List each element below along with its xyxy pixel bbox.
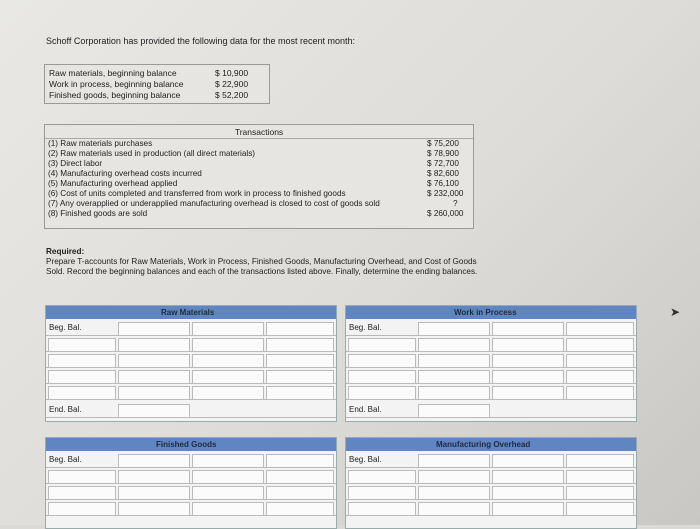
debit-label-input[interactable] (48, 386, 116, 400)
beginning-label: Finished goods, beginning balance (49, 90, 181, 100)
debit-label-input[interactable] (348, 354, 416, 368)
transactions-table (44, 124, 474, 229)
credit-amount-input[interactable] (566, 502, 634, 516)
transaction-amount: $ 78,900 (427, 149, 459, 158)
credit-amount-input[interactable] (266, 386, 334, 400)
transaction-label: (3) Direct labor (48, 159, 103, 168)
transactions-title: Transactions (234, 127, 284, 137)
debit-label-input[interactable] (48, 370, 116, 384)
beginning-row (49, 68, 248, 78)
beg-bal-label: Beg. Bal. (349, 323, 382, 332)
taccount-header (46, 438, 336, 451)
debit-amount-input[interactable] (418, 502, 490, 516)
credit-amount-input[interactable] (266, 338, 334, 352)
debit-label-input[interactable] (48, 502, 116, 516)
beg-bal-label: Beg. Bal. (49, 455, 82, 464)
end-bal-label: End. Bal. (49, 405, 82, 414)
credit-amount-input[interactable] (566, 386, 634, 400)
debit-label-input[interactable] (348, 370, 416, 384)
beginning-label: Raw materials, beginning balance (49, 68, 177, 78)
beginning-row (49, 90, 248, 100)
credit-label-input[interactable] (192, 322, 264, 336)
transaction-label: (6) Cost of units completed and transferred from work in process to finished goods (48, 189, 346, 198)
debit-amount-input[interactable] (118, 354, 190, 368)
credit-label-input[interactable] (192, 486, 264, 500)
credit-label-input[interactable] (192, 470, 264, 484)
credit-label-input[interactable] (492, 486, 564, 500)
beginning-amount: $ 10,900 (215, 68, 249, 78)
transaction-label: (4) Manufacturing overhead costs incurred (48, 169, 202, 178)
transaction-amount: $ 232,000 (427, 189, 464, 198)
credit-amount-input[interactable] (566, 354, 634, 368)
finished-goods-taccount (45, 437, 337, 529)
debit-amount-input[interactable] (118, 338, 190, 352)
debit-amount-input[interactable] (418, 486, 490, 500)
debit-label-input[interactable] (348, 338, 416, 352)
debit-label-input[interactable] (348, 386, 416, 400)
debit-label-input[interactable] (48, 470, 116, 484)
credit-amount-input[interactable] (266, 370, 334, 384)
debit-amount-input[interactable] (118, 370, 190, 384)
credit-label-input[interactable] (192, 354, 264, 368)
credit-amount-input[interactable] (266, 502, 334, 516)
required-text: Prepare T-accounts for Raw Materials, Work in Process, Finished Goods, Manufacturing Overhead, and Cost of Goods Sold. Record the beginning balances and each of the transactions listed above. Finally, determine the ending balances. (46, 257, 478, 276)
credit-amount-input[interactable] (266, 486, 334, 500)
required-section (46, 247, 486, 277)
mouse-pointer-icon: ➤ (670, 305, 681, 319)
credit-amount-input[interactable] (566, 338, 634, 352)
transaction-amount: $ 72,700 (427, 159, 459, 168)
debit-amount-input[interactable] (118, 502, 190, 516)
transaction-label: (5) Manufacturing overhead applied (48, 179, 178, 188)
beginning-row (49, 79, 248, 89)
credit-amount-input[interactable] (566, 470, 634, 484)
intro-text: Schoff Corporation has provided the following data for the most recent month: (46, 36, 356, 46)
credit-amount-input[interactable] (566, 370, 634, 384)
end-bal-label: End. Bal. (349, 405, 382, 414)
debit-amount-input[interactable] (418, 354, 490, 368)
taccount-title: Finished Goods (156, 440, 217, 449)
credit-label-input[interactable] (492, 454, 564, 468)
debit-label-input[interactable] (48, 338, 116, 352)
taccount-title: Manufacturing Overhead (436, 440, 531, 449)
credit-amount-input[interactable] (566, 486, 634, 500)
debit-label-input[interactable] (348, 486, 416, 500)
raw-materials-taccount (45, 305, 337, 422)
ending-balance-input[interactable] (118, 404, 190, 418)
credit-label-input[interactable] (492, 338, 564, 352)
beginning-label: Work in process, beginning balance (49, 79, 184, 89)
debit-amount-input[interactable] (418, 386, 490, 400)
debit-amount-input[interactable] (118, 470, 190, 484)
credit-amount-input[interactable] (266, 470, 334, 484)
credit-label-input[interactable] (192, 502, 264, 516)
transaction-amount: $ 260,000 (427, 209, 464, 218)
credit-amount-input[interactable] (266, 454, 334, 468)
beg-bal-label: Beg. Bal. (49, 323, 82, 332)
transaction-label: (2) Raw materials used in production (all direct materials) (48, 149, 256, 158)
credit-amount-input[interactable] (566, 454, 634, 468)
credit-label-input[interactable] (492, 470, 564, 484)
credit-amount-input[interactable] (266, 322, 334, 336)
credit-label-input[interactable] (492, 502, 564, 516)
credit-label-input[interactable] (192, 370, 264, 384)
credit-label-input[interactable] (192, 454, 264, 468)
taccount-header (46, 306, 336, 319)
debit-amount-input[interactable] (418, 338, 490, 352)
debit-label-input[interactable] (348, 470, 416, 484)
beg-bal-label: Beg. Bal. (349, 455, 382, 464)
debit-label-input[interactable] (348, 502, 416, 516)
credit-amount-input[interactable] (566, 322, 634, 336)
required-heading: Required: (46, 247, 85, 256)
credit-label-input[interactable] (492, 386, 564, 400)
transaction-label: (8) Finished goods are sold (48, 209, 148, 218)
credit-label-input[interactable] (492, 322, 564, 336)
taccount-header (346, 306, 636, 319)
debit-amount-input[interactable] (418, 322, 490, 336)
beginning-balances-table (44, 64, 270, 104)
beginning-amount: $ 52,200 (215, 90, 249, 100)
transaction-amount: $ 82,600 (427, 169, 459, 178)
debit-amount-input[interactable] (418, 454, 490, 468)
debit-amount-input[interactable] (418, 470, 490, 484)
taccount-header (346, 438, 636, 451)
transaction-label: (1) Raw materials purchases (48, 139, 153, 148)
ending-balance-input[interactable] (418, 404, 490, 418)
manufacturing-overhead-taccount (345, 437, 637, 529)
credit-label-input[interactable] (492, 354, 564, 368)
taccount-title: Work in Process (454, 308, 517, 317)
debit-label-input[interactable] (48, 354, 116, 368)
debit-amount-input[interactable] (118, 322, 190, 336)
credit-label-input[interactable] (192, 386, 264, 400)
debit-amount-input[interactable] (118, 454, 190, 468)
debit-amount-input[interactable] (418, 370, 490, 384)
transaction-amount: ? (453, 199, 458, 208)
transaction-amount: $ 75,200 (427, 139, 459, 148)
debit-amount-input[interactable] (118, 486, 190, 500)
transaction-label: (7) Any overapplied or underapplied manufacturing overhead is closed to cost of goods sold (48, 199, 380, 208)
beginning-amount: $ 22,900 (215, 79, 249, 89)
transaction-amount: $ 76,100 (427, 179, 459, 188)
debit-label-input[interactable] (48, 486, 116, 500)
credit-amount-input[interactable] (266, 354, 334, 368)
credit-label-input[interactable] (492, 370, 564, 384)
debit-amount-input[interactable] (118, 386, 190, 400)
work-in-process-taccount (345, 305, 637, 422)
credit-label-input[interactable] (192, 338, 264, 352)
taccount-title: Raw Materials (161, 308, 215, 317)
